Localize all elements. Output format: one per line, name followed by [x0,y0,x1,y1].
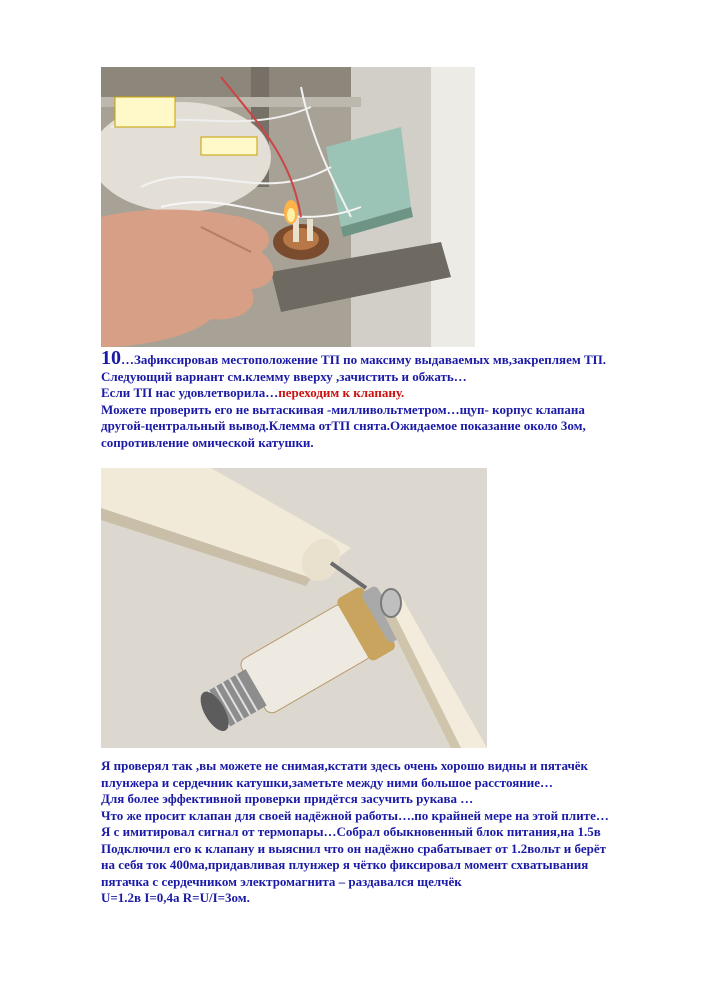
paragraph-line: Я проверял так ,вы можете не снимая,кстати здесь очень хорошо видны и пятачёк [101,758,589,773]
paragraph-line: Подключил его к клапану и выяснил что он надёжно срабатывает от 1.2вольт и берёт [101,840,606,856]
paragraph-line: Что же просит клапан для своей надёжной работы….по крайней мере на этой плите… [101,807,609,823]
paragraph-line: Я с имитировал сигнал от термопары…Собрал обыкновенный блок питания,на 1.5в [101,824,601,839]
paragraph-line: Можете проверить его не вытаскивая -милливольтметром…щуп- корпус клапана [101,401,585,417]
paragraph-line: Для более эффективной проверки придётся засучить рукава … [101,791,474,806]
formula-line: U=1.2в I=0,4а R=U/I=3ом. [101,890,250,905]
paragraph-line: сопротивление омической катушки. [101,434,314,450]
paragraph-line: Следующий вариант см.клемму вверху ,зачистить и обжать… [101,368,467,384]
highlight-red: переходим к клапану. [278,385,405,400]
paragraph-line: Если ТП нас удовлетворила…переходим к клапану. [101,385,405,400]
paragraph-line: на себя ток 400ма,придавливая плунжер я чётко фиксировал момент схватывания [101,857,589,872]
photo-thermocouple-test [101,67,475,347]
photo-gas-valve [101,468,487,748]
text-block-1 [101,347,681,451]
paragraph-line: другой-центральный вывод.Клемма отТП снята.Ожидаемое показание около 3ом, [101,418,586,433]
section-number: 10 [101,347,121,369]
text-block-2 [101,758,681,907]
paragraph-line: 10…Зафиксировав местоположение ТП по максиму выдаваемых мв,закрепляем ТП. [101,347,606,369]
paragraph-line: плунжера и сердечник катушки,заметьте между ними большое расстояние… [101,774,554,790]
paragraph-line: пятачка с сердечником электромагнита – раздавался щелчёк [101,873,462,889]
